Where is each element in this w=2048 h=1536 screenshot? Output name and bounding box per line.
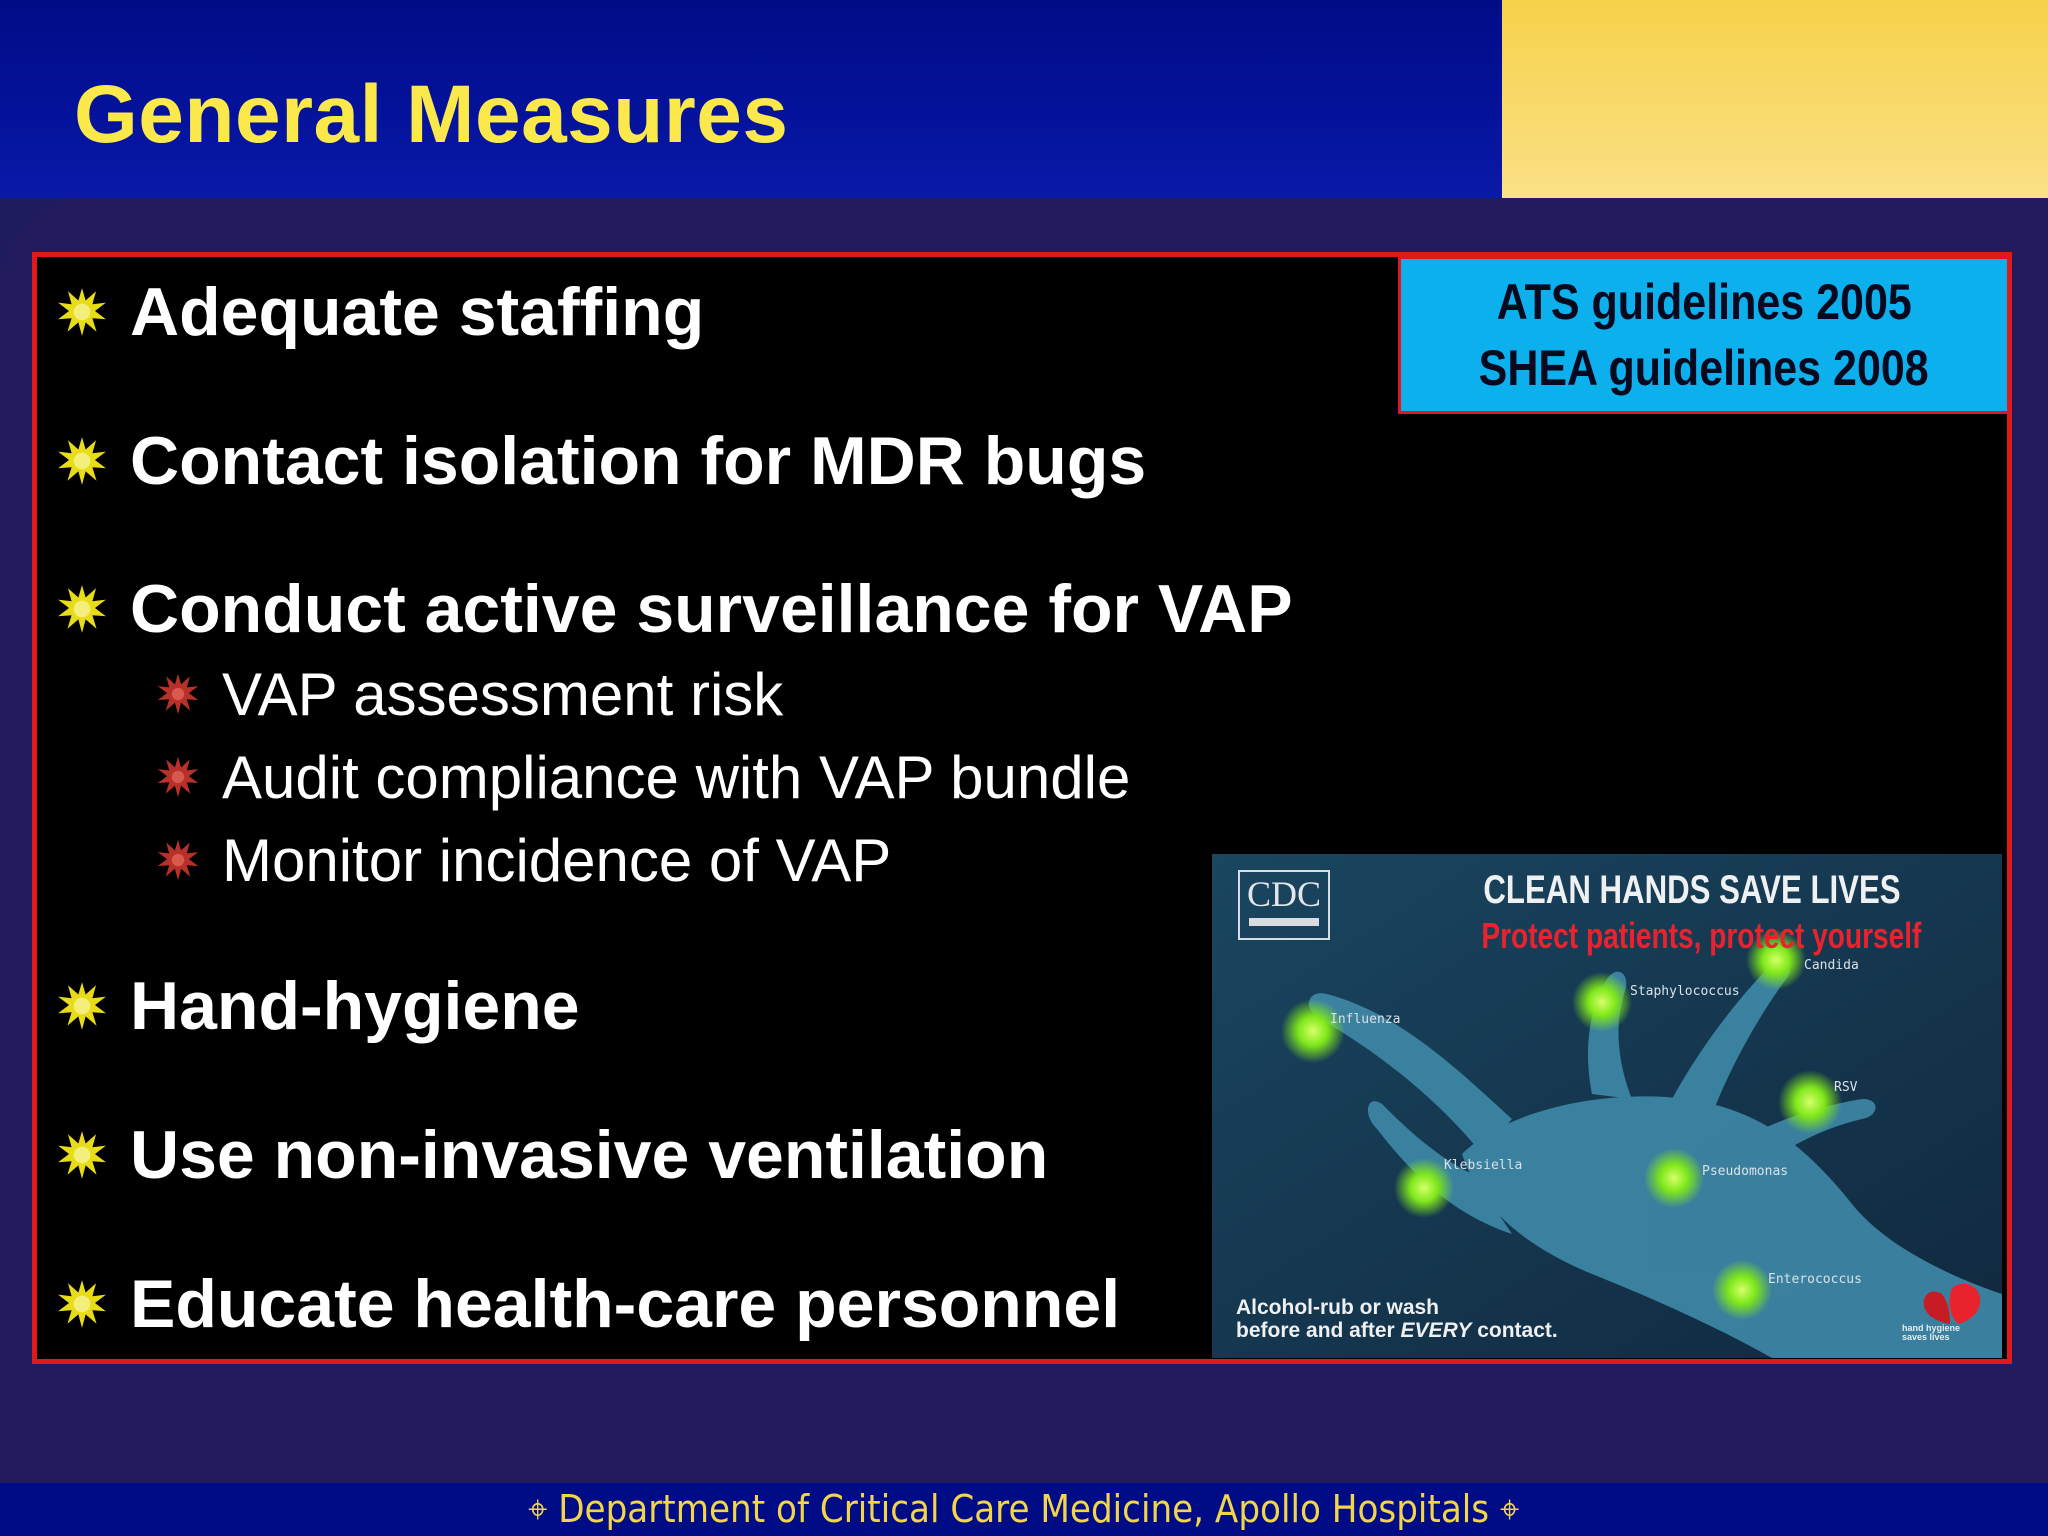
cdc-logo <box>1238 870 1330 940</box>
poster-headline <box>1422 864 1962 956</box>
germ-label: RSV <box>1834 1080 1858 1095</box>
guideline-shea: SHEA guidelines 2008 <box>1478 340 1930 396</box>
poster-title: CLEAN HANDS SAVE LIVES <box>1483 868 1901 912</box>
poster-footer-text <box>1236 1296 1558 1342</box>
starburst-sub-bullet-icon <box>156 672 200 716</box>
header-accent-block <box>1502 0 2048 198</box>
bullet-item <box>56 416 1356 506</box>
starburst-bullet-icon <box>56 1278 108 1330</box>
bullet-text: Conduct active surveillance for VAP <box>130 571 1293 647</box>
sub-bullet-text: Audit compliance with VAP bundle <box>222 743 1131 811</box>
bullet-text: Educate health-care personnel <box>130 1266 1121 1342</box>
footer-text: ⌖ Department of Critical Care Medicine, Apollo Hospitals ⌖ <box>528 1487 1520 1531</box>
poster-subtitle: Protect patients, protect yourself <box>1481 915 1922 956</box>
germ-label: Klebsiella <box>1444 1158 1523 1173</box>
starburst-bullet-icon <box>56 583 108 635</box>
bullet-text: Hand-hygiene <box>130 968 580 1044</box>
guidelines-box <box>1398 256 2010 414</box>
slide-title: General Measures <box>74 69 789 160</box>
hand-hygiene-logo <box>1902 1278 1992 1352</box>
bullet-text: Contact isolation for MDR bugs <box>130 423 1147 499</box>
hand-hygiene-poster <box>1212 854 2002 1358</box>
germ-label: Staphylococcus <box>1630 984 1740 999</box>
germ-label: Influenza <box>1330 1012 1401 1027</box>
guideline-ats: ATS guidelines 2005 <box>1496 274 1912 330</box>
sub-bullet-text: VAP assessment risk <box>222 660 784 728</box>
sub-bullet-item <box>156 820 1256 900</box>
germ-label: Pseudomonas <box>1702 1164 1789 1179</box>
starburst-bullet-icon <box>56 435 108 487</box>
germ-label: Candida <box>1804 958 1859 973</box>
poster-footer-line2: before and after EVERY contact. <box>1236 1319 1558 1342</box>
bullet-item <box>56 1259 1356 1349</box>
sub-bullet-item <box>156 737 1256 817</box>
bullet-text: Use non-invasive ventilation <box>130 1117 1049 1193</box>
bullet-item <box>56 267 1356 357</box>
starburst-sub-bullet-icon <box>156 838 200 882</box>
bullet-text: Adequate staffing <box>130 274 705 350</box>
hand-hygiene-logo-text: hand hygiene saves lives <box>1902 1323 1961 1342</box>
bullet-item <box>56 961 1356 1051</box>
cdc-logo-text: CDC <box>1246 874 1322 914</box>
starburst-sub-bullet-icon <box>156 755 200 799</box>
poster-footer-line1: Alcohol-rub or wash <box>1236 1296 1440 1319</box>
germ-label: Enterococcus <box>1768 1272 1862 1287</box>
starburst-bullet-icon <box>56 980 108 1032</box>
starburst-bullet-icon <box>56 1129 108 1181</box>
sub-bullet-text: Monitor incidence of VAP <box>222 826 892 894</box>
starburst-bullet-icon <box>56 286 108 338</box>
bullet-item <box>56 1110 1356 1200</box>
footer-bar <box>0 1483 2048 1536</box>
bullet-item <box>56 564 1356 654</box>
sub-bullet-item <box>156 654 1256 734</box>
